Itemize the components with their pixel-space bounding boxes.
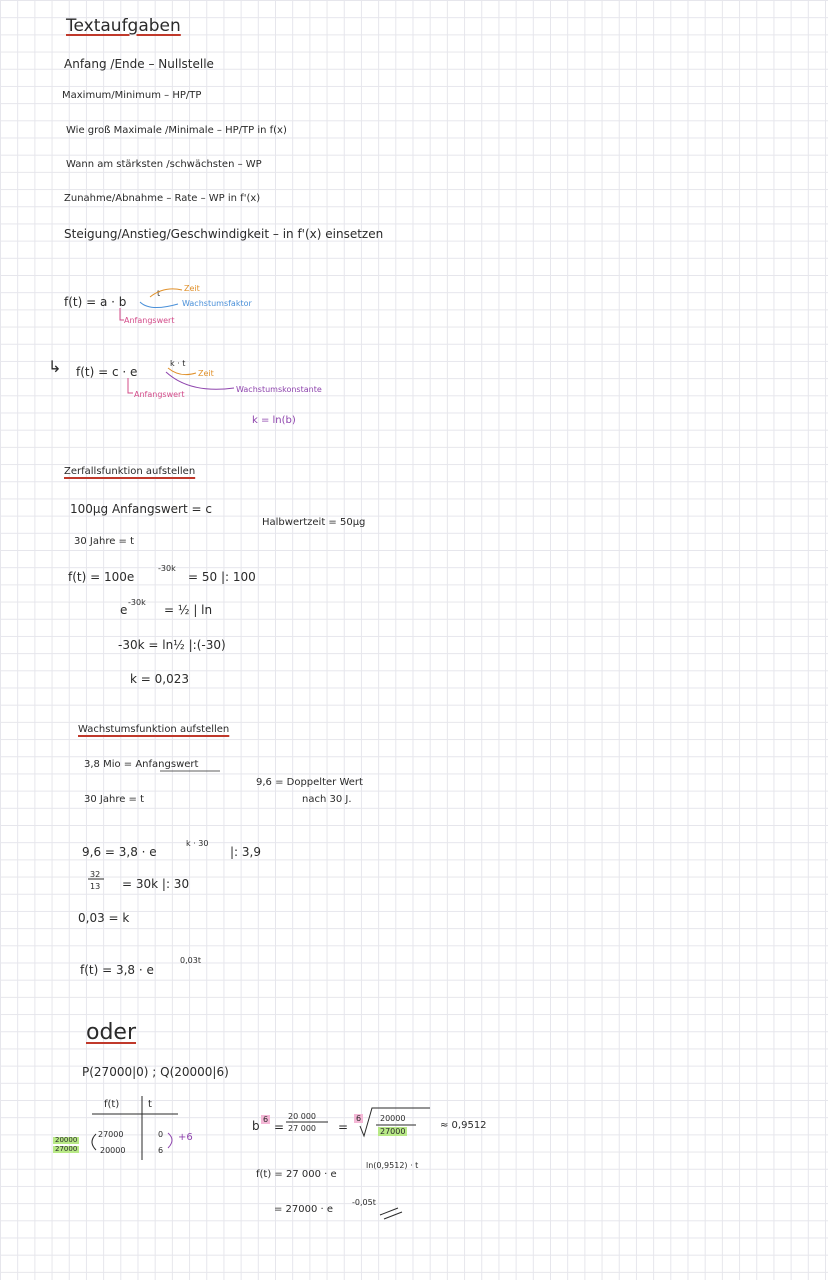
root-numerator: 20000: [380, 1114, 406, 1123]
arrow-zeit: [168, 368, 196, 375]
eq-base-exp: 6: [263, 1115, 269, 1124]
zerfall-step: k = 0,023: [130, 672, 189, 686]
root-index: 6: [356, 1114, 362, 1123]
root-denominator: 27000: [380, 1127, 406, 1136]
page-title: Textaufgaben: [66, 16, 181, 36]
wachstum-step-exp: k · 30: [186, 839, 209, 848]
section-heading-zerfall: Zerfallsfunktion aufstellen: [64, 466, 196, 477]
wachstum-line: nach 30 J.: [302, 794, 352, 805]
zerfall-halbwertzeit: Halbwertzeit = 50µg: [262, 517, 366, 528]
arrow-wachstumsfaktor: [140, 302, 178, 308]
table-header: t: [148, 1099, 152, 1110]
section-heading-wachstum: Wachstumsfunktion aufstellen: [78, 724, 230, 735]
zerfall-step: = 50 |: 100: [188, 570, 256, 584]
eq-sign: =: [338, 1120, 349, 1134]
label-anfangswert: Anfangswert: [124, 316, 175, 325]
zerfall-step: -30k = ln½ |:(-30): [118, 638, 226, 652]
rule-line: Wann am stärksten /schwächsten – WP: [66, 159, 262, 170]
arrow-zeit: [150, 289, 182, 297]
fraction-denominator: 27 000: [288, 1124, 316, 1133]
wachstum-line: 30 Jahre = t: [84, 794, 145, 805]
zerfall-step-exp: -30k: [158, 564, 176, 573]
wachstum-step: 0,03 = k: [78, 911, 130, 925]
label-wachstumskonstante: Wachstumskonstante: [236, 385, 322, 394]
fraction-denominator: 13: [90, 882, 101, 891]
wachstum-line: 9,6 = Doppelter Wert: [256, 777, 363, 788]
zerfall-line: 100µg Anfangswert = c: [70, 502, 212, 516]
formula-exponential-b: f(t) = a · b: [64, 295, 127, 309]
wachstum-step: f(t) = 3,8 · e: [80, 963, 154, 977]
zerfall-step: e: [120, 603, 128, 617]
approx-result: ≈ 0,9512: [440, 1120, 487, 1131]
fraction-numerator: 20 000: [288, 1112, 316, 1121]
label-zeit: Zeit: [198, 369, 214, 378]
wachstum-step: |: 3,9: [230, 845, 261, 859]
label-wachstumsfaktor: Wachstumsfaktor: [182, 299, 252, 308]
label-zeit: Zeit: [184, 284, 200, 293]
zerfall-line: 30 Jahre = t: [74, 536, 135, 547]
fraction-numerator: 32: [90, 870, 101, 879]
wachstum-step-exp: 0,03t: [180, 956, 201, 965]
rule-line: Maximum/Minimum – HP/TP: [62, 90, 202, 101]
eq-base: b: [252, 1119, 260, 1133]
rule-line: Zunahme/Abnahme – Rate – WP in f'(x): [64, 193, 261, 204]
oder-heading: oder: [86, 1020, 137, 1045]
table-cell: 0: [158, 1130, 164, 1139]
result-step-exp: ln(0,9512) · t: [366, 1161, 419, 1170]
zerfall-step-exp: -30k: [128, 598, 146, 607]
rule-line: Steigung/Anstieg/Geschwindigkeit – in f'(x) einsetzen: [64, 227, 384, 241]
result-step: f(t) = 27 000 · e: [256, 1169, 337, 1180]
table-cell: 27000: [98, 1130, 124, 1139]
formula-exponential-e: f(t) = c · e: [76, 365, 138, 379]
wachstum-step: 9,6 = 3,8 · e: [82, 845, 157, 859]
table-header: f(t): [104, 1099, 120, 1110]
formula-exponent: k · t: [170, 359, 186, 368]
side-fraction-num: 20000: [55, 1136, 78, 1144]
arrow-icon: ↳: [48, 357, 62, 376]
result-step-exp: -0,05t: [352, 1198, 376, 1207]
eq-sign: =: [274, 1120, 285, 1134]
formula-exponent: t: [157, 289, 161, 298]
side-fraction-den: 27000: [55, 1145, 78, 1153]
zerfall-step: = ½ | ln: [164, 603, 213, 617]
table-cell: 20000: [100, 1146, 126, 1155]
wachstum-step: = 30k |: 30: [122, 877, 190, 891]
rule-line: Wie groß Maximale /Minimale – HP/TP in f(x): [66, 125, 287, 136]
formula-k: k = ln(b): [252, 415, 296, 426]
table-diff: +6: [178, 1132, 193, 1143]
result-step: = 27000 · e: [274, 1204, 334, 1215]
label-anfangswert: Anfangswert: [134, 390, 185, 399]
rule-line: Anfang /Ende – Nullstelle: [64, 57, 214, 71]
table-cell: 6: [158, 1146, 164, 1155]
zerfall-step: f(t) = 100e: [68, 570, 135, 584]
wachstum-line: 3,8 Mio = Anfangswert: [84, 759, 199, 770]
arrow-anfangswert: [128, 378, 133, 393]
oder-points: P(27000|0) ; Q(20000|6): [82, 1065, 229, 1079]
